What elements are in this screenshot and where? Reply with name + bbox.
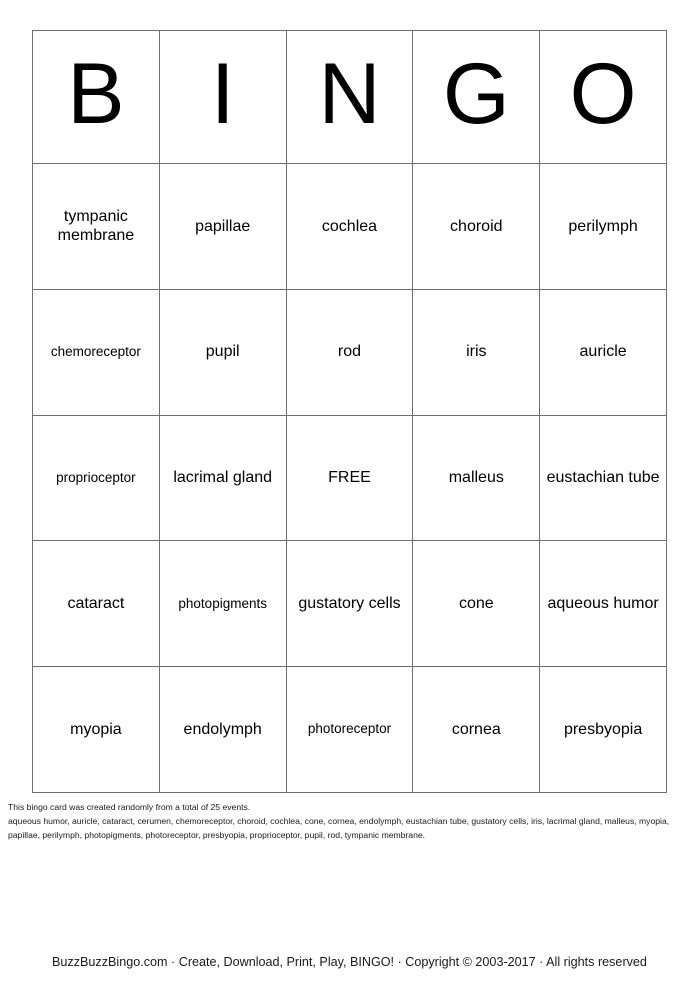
bingo-cell-label: papillae	[195, 217, 251, 235]
bingo-cell-r4c4[interactable]	[413, 541, 540, 667]
bingo-cell-label: endolymph	[183, 720, 262, 738]
bingo-cell-label: gustatory cells	[298, 595, 401, 613]
bingo-cell-r1c4[interactable]	[413, 164, 540, 290]
caption-word-list: aqueous humor, auricle, cataract, cerumen, chemoreceptor, choroid, cochlea, cone, cornea, endolymph, eustachian tube, gustatory cells, iris, lacrimal gland, malleus, myopia, papillae, perilymph, photopigments, photoreceptor, presbyopia, proprioceptor, pupil, rod, tympanic membrane.	[8, 815, 670, 840]
bingo-cell-label: auricle	[579, 343, 627, 361]
bingo-cell-label: cochlea	[321, 217, 378, 235]
bingo-cell-label: rod	[337, 343, 362, 361]
bingo-cell-r5c2[interactable]	[160, 667, 287, 793]
bingo-cell-label: cone	[458, 595, 494, 613]
bingo-cell-label: perilymph	[568, 217, 638, 235]
bingo-cell-label: cornea	[451, 720, 501, 738]
bingo-cell-r2c3[interactable]	[287, 290, 414, 416]
bingo-cell-r2c4[interactable]	[413, 290, 540, 416]
bingo-cell-r5c4[interactable]	[413, 667, 540, 793]
bingo-cell-label: photopigments	[178, 595, 267, 611]
bingo-cell-r2c5[interactable]	[540, 290, 667, 416]
bingo-cell-r2c2[interactable]	[160, 290, 287, 416]
bingo-cell-label: pupil	[205, 343, 240, 361]
bingo-cell-label: myopia	[70, 720, 122, 738]
page-footer: BuzzBuzzBingo.com · Create, Download, Print, Play, BINGO! · Copyright © 2003-2017 · All rights reserved	[52, 955, 647, 969]
bingo-cell-label: chemoreceptor	[50, 343, 141, 359]
bingo-header-row	[33, 31, 667, 164]
bingo-cell-label: choroid	[450, 217, 503, 235]
bingo-cell-r1c5[interactable]	[540, 164, 667, 290]
bingo-cell-r3c5[interactable]	[540, 416, 667, 542]
bingo-cell-free[interactable]	[287, 416, 414, 542]
bingo-cell-label: presbyopia	[563, 720, 643, 738]
bingo-cell-r4c3[interactable]	[287, 541, 414, 667]
bingo-header-letter-i: I	[160, 31, 287, 164]
caption-summary-line: This bingo card was created randomly from a total of 25 events.	[8, 802, 251, 812]
bingo-cell-label: cataract	[67, 595, 125, 613]
bingo-cell-r5c5[interactable]	[540, 667, 667, 793]
bingo-cell-r2c1[interactable]	[33, 290, 160, 416]
bingo-cell-r4c1[interactable]	[33, 541, 160, 667]
bingo-header-letter-n: N	[287, 31, 414, 164]
bingo-cell-r3c2[interactable]	[160, 416, 287, 542]
bingo-cell-r3c4[interactable]	[413, 416, 540, 542]
bingo-cell-label: FREE	[328, 469, 371, 487]
bingo-cell-r5c1[interactable]	[33, 667, 160, 793]
bingo-cell-label: eustachian tube	[546, 469, 660, 487]
bingo-header-letter-g: G	[413, 31, 540, 164]
bingo-cell-label: aqueous humor	[547, 595, 659, 613]
bingo-cell-label: iris	[466, 343, 487, 361]
bingo-header-letter-o: O	[540, 31, 667, 164]
bingo-cell-r1c3[interactable]	[287, 164, 414, 290]
bingo-cell-label: malleus	[448, 469, 504, 487]
bingo-cell-r1c1[interactable]	[33, 164, 160, 290]
bingo-cell-r1c2[interactable]	[160, 164, 287, 290]
bingo-header-letter-b: B	[33, 31, 160, 164]
bingo-cell-r4c2[interactable]	[160, 541, 287, 667]
bingo-cell-r3c1[interactable]	[33, 416, 160, 542]
bingo-cell-r4c5[interactable]	[540, 541, 667, 667]
bingo-row-1	[33, 164, 667, 290]
bingo-row-5	[33, 667, 667, 793]
bingo-cell-label: tympanic membrane	[57, 207, 135, 245]
bingo-cell-label: proprioceptor	[56, 469, 136, 485]
bingo-card	[32, 30, 667, 793]
bingo-cell-label: photoreceptor	[307, 721, 392, 737]
bingo-row-4	[33, 541, 667, 667]
card-caption	[8, 801, 692, 843]
bingo-row-2	[33, 290, 667, 416]
bingo-row-3	[33, 416, 667, 542]
bingo-cell-r5c3[interactable]	[287, 667, 414, 793]
bingo-cell-label: lacrimal gland	[173, 469, 273, 487]
